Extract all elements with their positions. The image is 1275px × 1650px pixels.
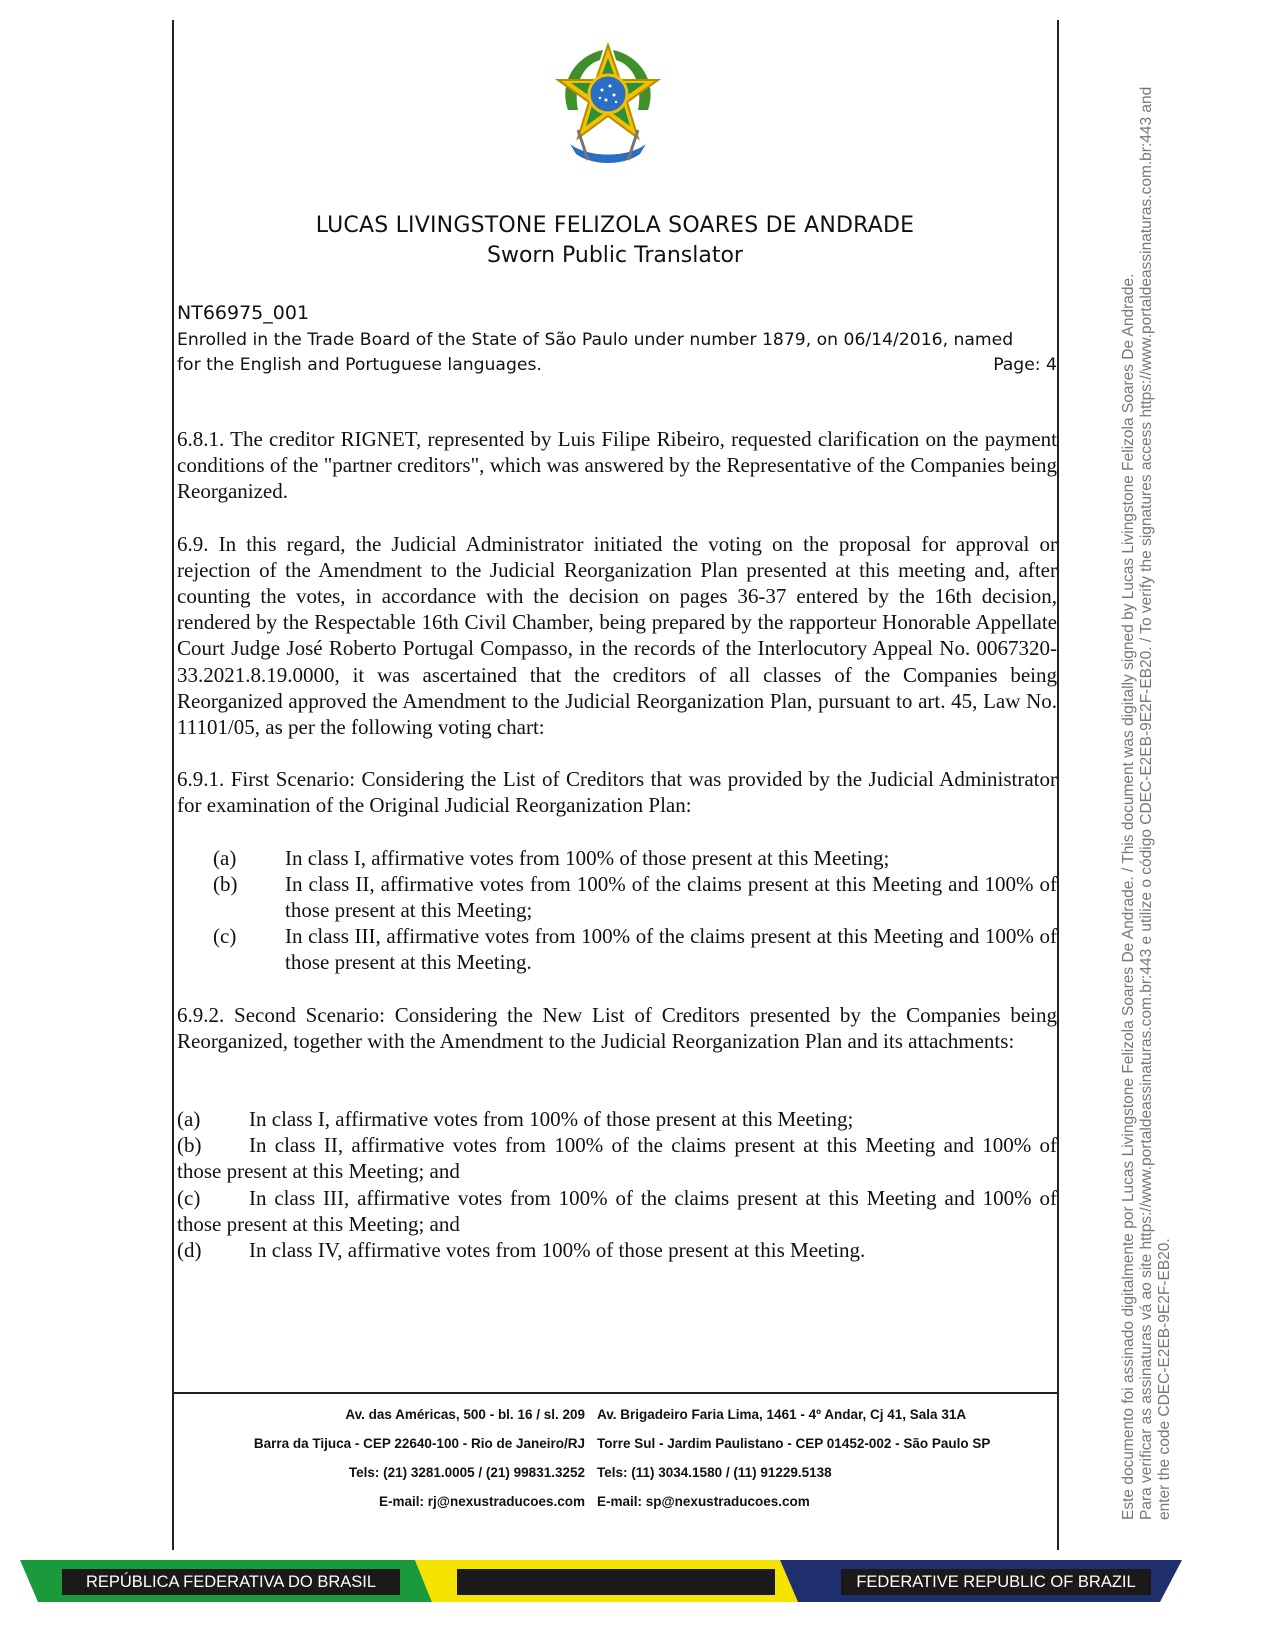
list-item-text: In class III, affirmative votes from 100% of the claims present at this Meeting and 100% of those present at this Meeting; and [177,1185,1057,1236]
list-item [177,1185,1057,1237]
signature-notice-line: Este documento foi assinado digitalmente por Lucas Livingstone Felizola Soares De Andrade. / This document was digitally signed by Lucas Livingstone Felizola Soares De Andrade. [1120,273,1137,1520]
rio-office-address [254,1400,585,1516]
translator-role: Sworn Public Translator [487,243,743,268]
list-item-text: In class III, affirmative votes from 100% of the claims present at this Meeting and 100% of those present at this Meeting. [285,924,1057,975]
translator-name: LUCAS LIVINGSTONE FELIZOLA SOARES DE ANDRADE [315,213,915,238]
list-item-label: (b) [213,871,238,896]
sp-address-line: Av. Brigadeiro Faria Lima, 1461 - 4º Andar, Cj 41, Sala 31A [597,1407,967,1422]
rio-email: E-mail: rj@nexustraducoes.com [379,1494,585,1509]
rio-address-line: Barra da Tijuca - CEP 22640-100 - Rio de Janeiro/RJ [253,1436,585,1451]
first-scenario-list [177,845,1057,976]
document-number: NT66975_001 [177,302,310,324]
banner-label-portuguese: REPÚBLICA FEDERATIVA DO BRASIL [62,1569,400,1595]
sp-phone: Tels: (11) 3034.1580 / (11) 91229.5138 [597,1465,832,1480]
enrollment-line-1: Enrolled in the Trade Board of the State of São Paulo under number 1879, on 06/14/2016, named [177,330,1014,350]
rio-phone: Tels: (21) 3281.0005 / (21) 99831.3252 [348,1465,585,1480]
list-item [177,1237,1057,1263]
enrollment-info [177,328,1057,378]
paragraph-6-8-1: 6.8.1. The creditor RIGNET, represented by Luis Filipe Ribeiro, requested clarification on the payment conditions of the "partner creditors", which was answered by the Representative of the Companies being Reorganized. [177,427,1057,504]
sp-address-line: Torre Sul - Jardim Paulistano - CEP 01452-002 - São Paulo SP [597,1436,991,1451]
paragraph-6-9-2: 6.9.2. Second Scenario: Considering the New List of Creditors presented by the Companies being Reorganized, together with the Amendment to the Judicial Reorganization Plan and its attachments: [177,1002,1057,1053]
list-item-text: In class IV, affirmative votes from 100% of those present at this Meeting. [249,1238,866,1263]
enrollment-line-2: for the English and Portuguese languages. [177,355,542,375]
flag-banner [20,1560,1210,1602]
list-item-label: (b) [177,1133,202,1158]
right-margin-rule [1057,20,1059,1550]
list-item [213,845,1057,871]
left-margin-rule [172,20,174,1550]
document-body [177,426,1057,1263]
sp-email: E-mail: sp@nexustraducoes.com [597,1494,810,1509]
list-item [213,871,1057,923]
page-number: Page: 4 [993,355,1057,375]
digital-signature-notice [1120,10,1174,1520]
banner-label-english: FEDERATIVE REPUBLIC OF BRAZIL [841,1569,1151,1595]
sao-paulo-office-address [597,1400,990,1516]
list-item-label: (c) [213,924,237,949]
rio-address-line: Av. das Américas, 500 - bl. 16 / sl. 209 [345,1407,585,1422]
list-item-text: In class II, affirmative votes from 100% of the claims present at this Meeting and 100% of those present at this Meeting; [285,871,1057,923]
list-item-text: In class I, affirmative votes from 100% of those present at this Meeting; [249,1107,854,1132]
paragraph-6-9: 6.9. In this regard, the Judicial Administrator initiated the voting on the proposal for approval or rejection of the Amendment to the Judicial Reorganization Plan presented at this meeting and, after counting the votes, in accordance with the decision on pages 36-37 entered by the 16th decision, rendered by the Respectable 16th Civil Chamber, being prepared by the rapporteur Honorable Appellate Court Judge José Roberto Portugal Compasso, in the records of the Interlocutory Appeal No. 0067320-33.2021.8.19.0000, it was ascertained that the creditors of all classes of the Companies being Reorganized approved the Amendment to the Judicial Reorganization Plan, pursuant to art. 45, Law No. 11101/05, as per the following voting chart: [177,531,1057,740]
banner-label-middle [457,1569,775,1595]
brazil-coat-of-arms-icon [548,40,668,180]
list-item [213,923,1057,975]
list-item-label: (c) [177,1185,201,1210]
signature-notice-line: enter the code CDEC-E2EB-9E2F-EB20. [1156,1238,1173,1520]
list-item-label: (a) [177,1107,201,1132]
paragraph-6-9-1: 6.9.1. First Scenario: Considering the List of Creditors that was provided by the Judicial Administrator for examination of the Original Judicial Reorganization Plan: [177,767,1057,818]
list-item-label: (d) [177,1238,202,1263]
signature-notice-line: Para verificar as assinaturas vá ao site https://www.portaldeassinaturas.com.br:443 e utilize o código CDEC-E2EB-9E2F-EB20. / To verify the signatures access https://www.portaldeassinaturas.com.br:443 and [1138,86,1155,1520]
footer-divider [172,1392,1059,1394]
list-item-text: In class II, affirmative votes from 100% of the claims present at this Meeting and 100% of those present at this Meeting; and [177,1133,1057,1184]
list-item-label: (a) [213,845,237,870]
list-item [177,1106,1057,1132]
list-item-text: In class I, affirmative votes from 100% of those present at this Meeting; [285,845,890,870]
second-scenario-list [177,1106,1057,1263]
list-item [177,1132,1057,1184]
